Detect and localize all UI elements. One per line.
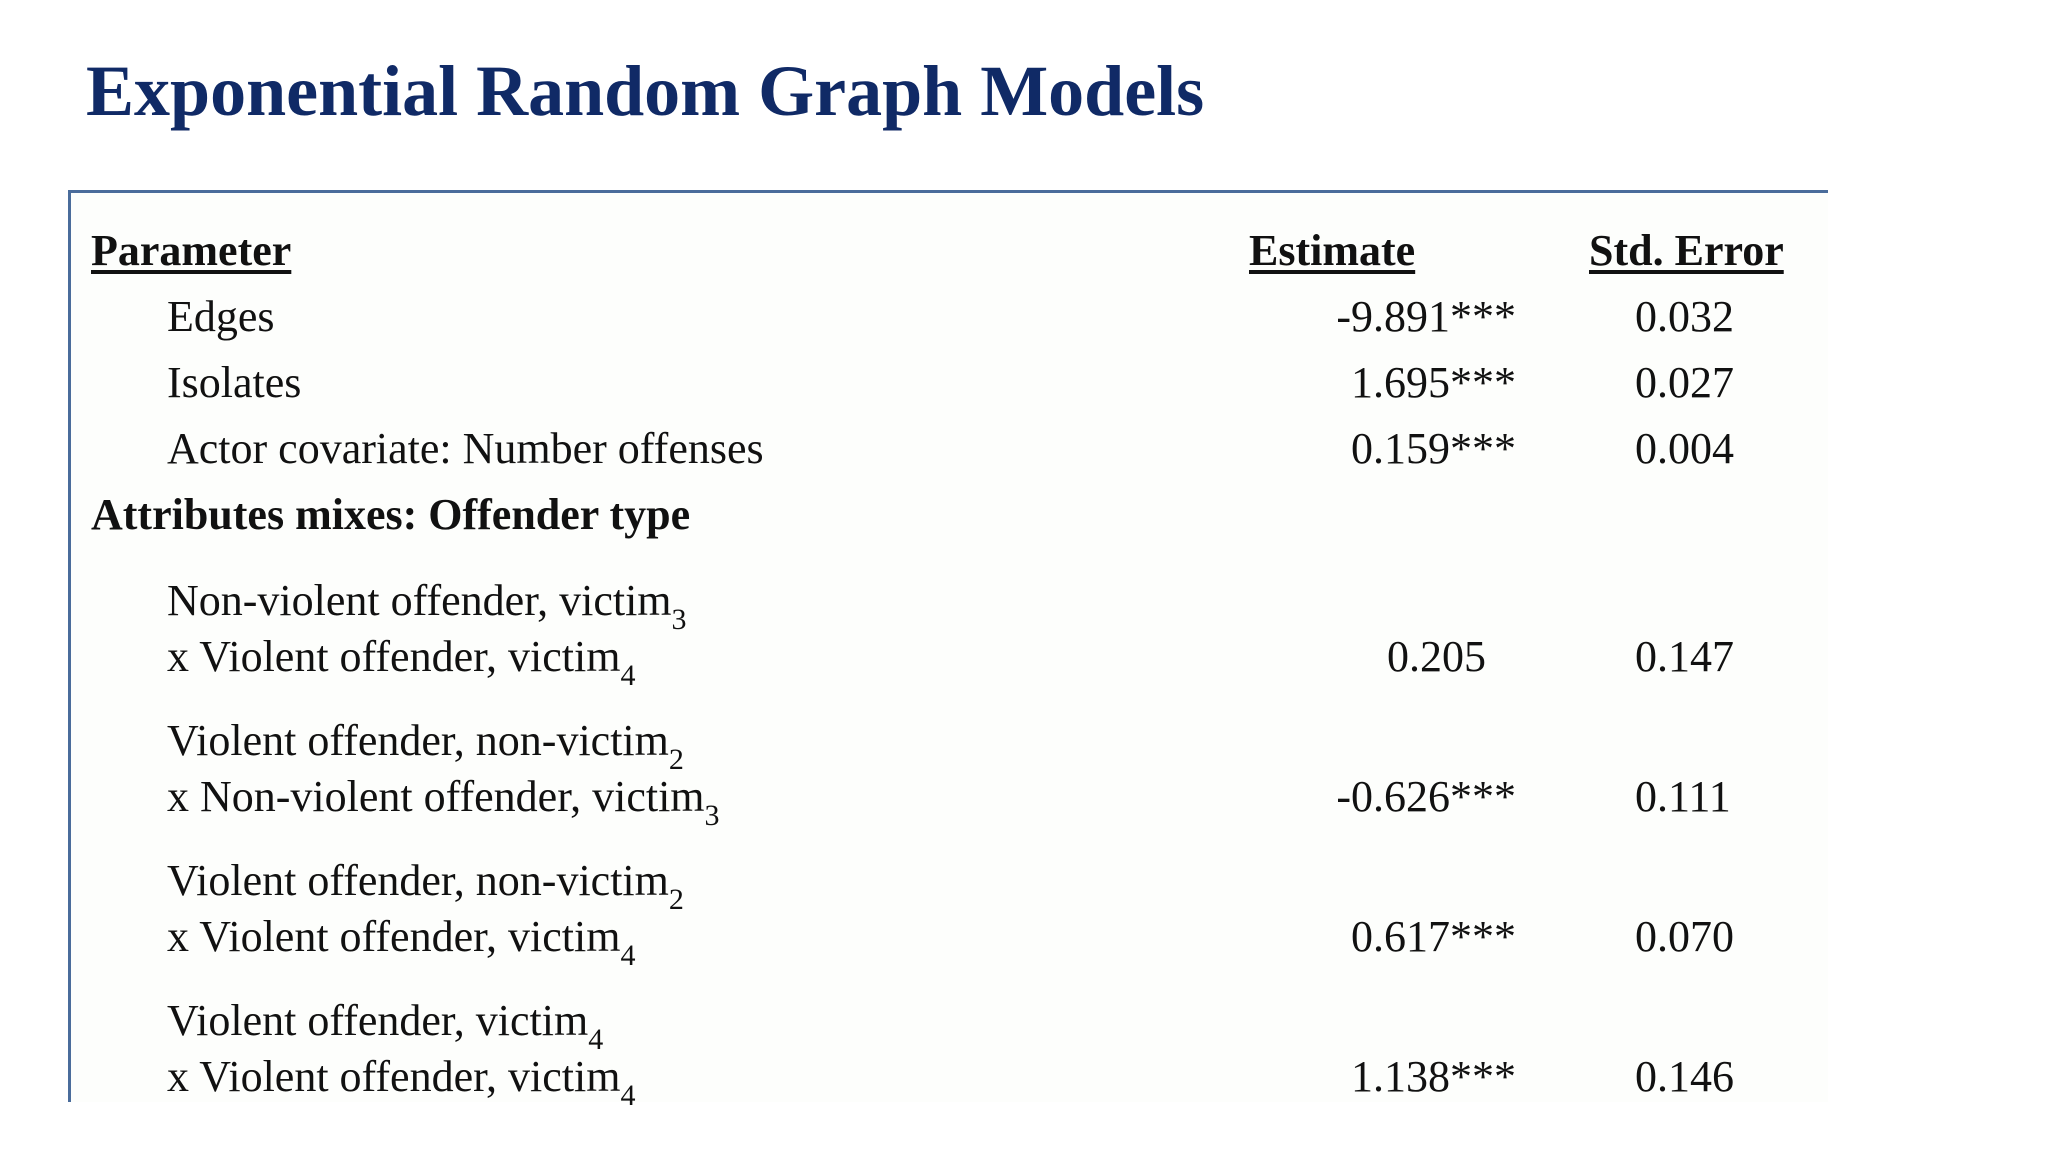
row-label-line1: Non-violent offender, victim$_3$: [167, 576, 687, 636]
row-label-line2: x Non-violent offender, victim$_3$: [167, 772, 720, 832]
row-estimate: 1.695***: [1351, 358, 1516, 407]
row-label-line2: x Violent offender, victim$_4$: [167, 912, 636, 972]
row-estimate: 0.617***: [1351, 912, 1516, 961]
row-estimate: 0.159***: [1351, 424, 1516, 473]
row-std-error: 0.147: [1635, 632, 1734, 681]
row-label-line1: Violent offender, non-victim$_2$: [167, 856, 684, 916]
row-label: Isolates: [167, 358, 302, 407]
header-std-error: Std. Error: [1589, 226, 1784, 275]
row-std-error: 0.004: [1635, 424, 1734, 473]
results-table: [68, 190, 1828, 1112]
row-estimate: 1.138***: [1351, 1052, 1516, 1101]
row-std-error: 0.146: [1635, 1052, 1734, 1101]
row-label: Actor covariate: Number offenses: [167, 424, 764, 473]
row-estimate: 0.205: [1387, 632, 1486, 681]
row-std-error: 0.111: [1635, 772, 1731, 821]
row-label-line2: x Violent offender, victim$_4$: [167, 632, 636, 692]
row-label: Edges: [167, 292, 275, 341]
table-row: [71, 713, 1828, 832]
row-label-line1: Violent offender, non-victim$_2$: [167, 716, 684, 776]
section-label: Attributes mixes: Offender type: [91, 490, 691, 539]
row-estimate: -0.626***: [1336, 772, 1516, 821]
slide-title: Exponential Random Graph Models: [86, 51, 1205, 131]
row-std-error: 0.027: [1635, 358, 1734, 407]
row-std-error: 0.032: [1635, 292, 1734, 341]
header-estimate: Estimate: [1249, 226, 1416, 275]
row-label-line2: x Violent offender, victim$_4$: [167, 1052, 636, 1112]
row-label-line1: Violent offender, victim$_4$: [167, 996, 604, 1056]
table-row: [71, 993, 1828, 1112]
row-std-error: 0.070: [1635, 912, 1734, 961]
table-row: [71, 573, 1828, 692]
row-estimate: -9.891***: [1336, 292, 1516, 341]
table-row: [71, 853, 1828, 972]
header-parameter: Parameter: [91, 226, 292, 275]
